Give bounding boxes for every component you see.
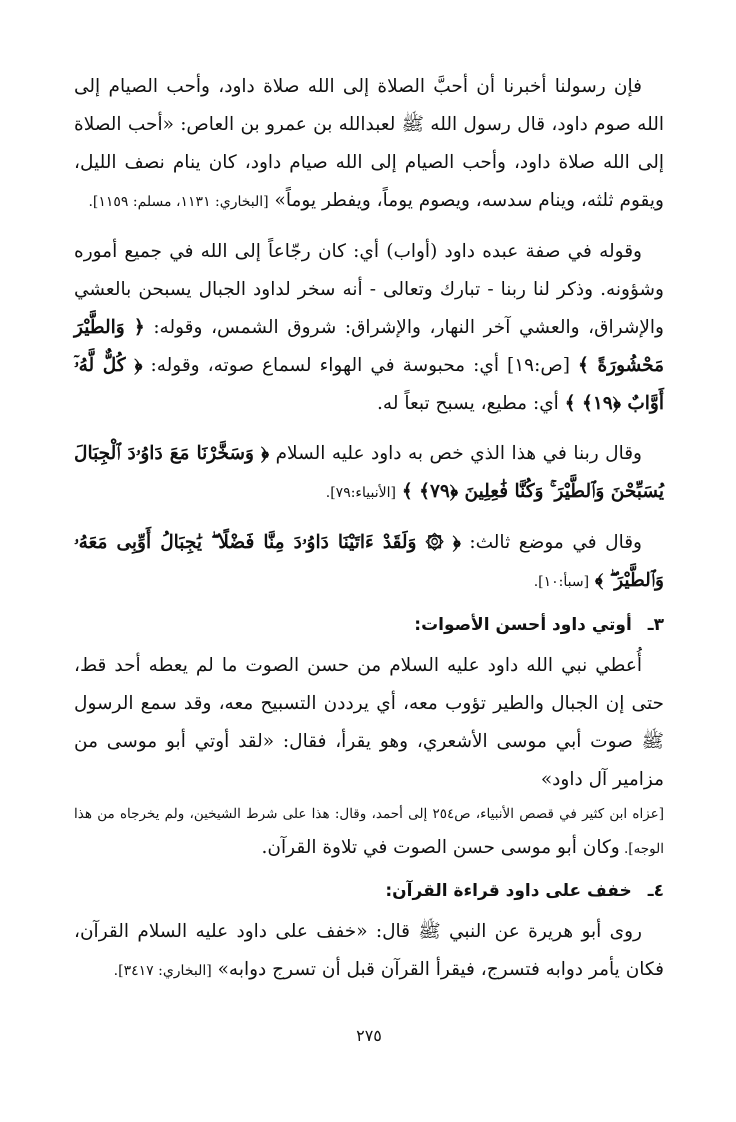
quran-verse: ﴿ كُلٌّ لَّهُۥٓ أَوَّابٌ ﴿١٩﴾ ﴾ bbox=[74, 355, 664, 414]
section-number: ٤ـ bbox=[647, 881, 664, 901]
footnote-citation bbox=[74, 799, 664, 867]
citation-note: [عزاه ابن كثير في قصص الأنبياء، ص٢٥٤ إلى أحمد، وقال: هذا على شرط الشيخين، ولم يخرجاه من هذا الوجه]. bbox=[74, 806, 664, 857]
paragraph-text: وكان أبو موسى حسن الصوت في تلاوة القرآن. bbox=[261, 837, 620, 858]
citation: [سبأ:١٠]. bbox=[533, 574, 590, 590]
paragraph-text: وقوله في صفة عبده داود (أواب) أي: كان رجّاعاً إلى الله في جميع أموره وشؤونه. وذكر لنا ربنا - تبارك وتعالى - أنه سخر لداود الجبال يسبحن بالعشي والإشراق، والعشي آخر النهار، والإشراق: شروق الشمس، وقوله: bbox=[74, 241, 664, 338]
paragraph-text: وقال في موضع ثالث: bbox=[469, 532, 642, 553]
book-page bbox=[74, 68, 664, 1068]
paragraph-quran-reading bbox=[74, 913, 664, 990]
quran-verse: ﴿ وَسَخَّرْنَا مَعَ دَاوُۥدَ ٱلْجِبَالَ يُسَبِّحْنَ وَٱلطَّيْرَ ۚ وَكُنَّا فَٰعِلِينَ ﴿٧٩﴾ ﴾ bbox=[74, 443, 664, 502]
paragraph-text: أي: مطيع، يسبح تبعاً له. bbox=[377, 393, 559, 414]
section-number: ٣ـ bbox=[647, 615, 664, 635]
paragraph-text: أُعطي نبي الله داود عليه السلام من حسن الصوت ما لم يعطه أحد قط، حتى إن الجبال والطير تؤوب معه، أي يرددن التسبيح معه، وقد سمع الرسول ﷺ صوت أبي موسى الأشعري، وهو يقرأ، فقال: «لقد أوتي أبو موسى من مزامير آل داود» bbox=[74, 655, 664, 790]
citation: [الأنبياء:٧٩]. bbox=[325, 485, 396, 501]
section-title: أوتي داود أحسن الأصوات: bbox=[414, 615, 632, 635]
section-heading-3 bbox=[74, 605, 664, 645]
paragraph-anbiya bbox=[74, 435, 664, 512]
quran-verse: ﴿ وَالطَّيْرَ مَحْشُورَةً ﴾ bbox=[74, 317, 664, 376]
section-title: خفف على داود قراءة القرآن: bbox=[385, 881, 632, 901]
paragraph-text: وقال ربنا في هذا الذي خص به داود عليه السلام bbox=[275, 443, 642, 464]
citation: [البخاري: ٣٤١٧]. bbox=[113, 963, 212, 979]
citation: [البخاري: ١١٣١، مسلم: ١١٥٩]. bbox=[88, 194, 269, 210]
paragraph-awwab bbox=[74, 233, 664, 423]
paragraph-voice bbox=[74, 647, 664, 799]
quran-verse: ﴿ ۞ وَلَقَدْ ءَاتَيْنَا دَاوُۥدَ مِنَّا فَضْلًا ۖ يَٰجِبَالُ أَوِّبِى مَعَهُۥ وَٱلطَّيْرَ ۖ ﴾ bbox=[74, 532, 664, 591]
paragraph-text: [ص:١٩] أي: محبوسة في الهواء لسماع صوته، وقوله: bbox=[150, 355, 570, 376]
section-heading-4 bbox=[74, 871, 664, 911]
paragraph-prayer-fasting bbox=[74, 68, 664, 221]
paragraph-saba bbox=[74, 524, 664, 601]
page-number: ٢٧٥ bbox=[356, 1026, 382, 1045]
paragraph-text: روى أبو هريرة عن النبي ﷺ قال: «خفف على داود عليه السلام القرآن، فكان يأمر دوابه فتسرج، فيقرأ القرآن قبل أن تسرج دوابه» bbox=[74, 921, 664, 980]
paragraph-text: فإن رسولنا أخبرنا أن أحبَّ الصلاة إلى الله صلاة داود، وأحب الصيام إلى الله صوم داود، قال رسول الله ﷺ لعبدالله بن عمرو بن العاص: «أحب الصلاة إلى الله صلاة داود، وأحب الصيام إلى الله صيام داود، كان ينام نصف الليل، ويقوم ثلثه، وينام سدسه، ويصوم يوماً، ويفطر يوماً» bbox=[74, 76, 664, 211]
